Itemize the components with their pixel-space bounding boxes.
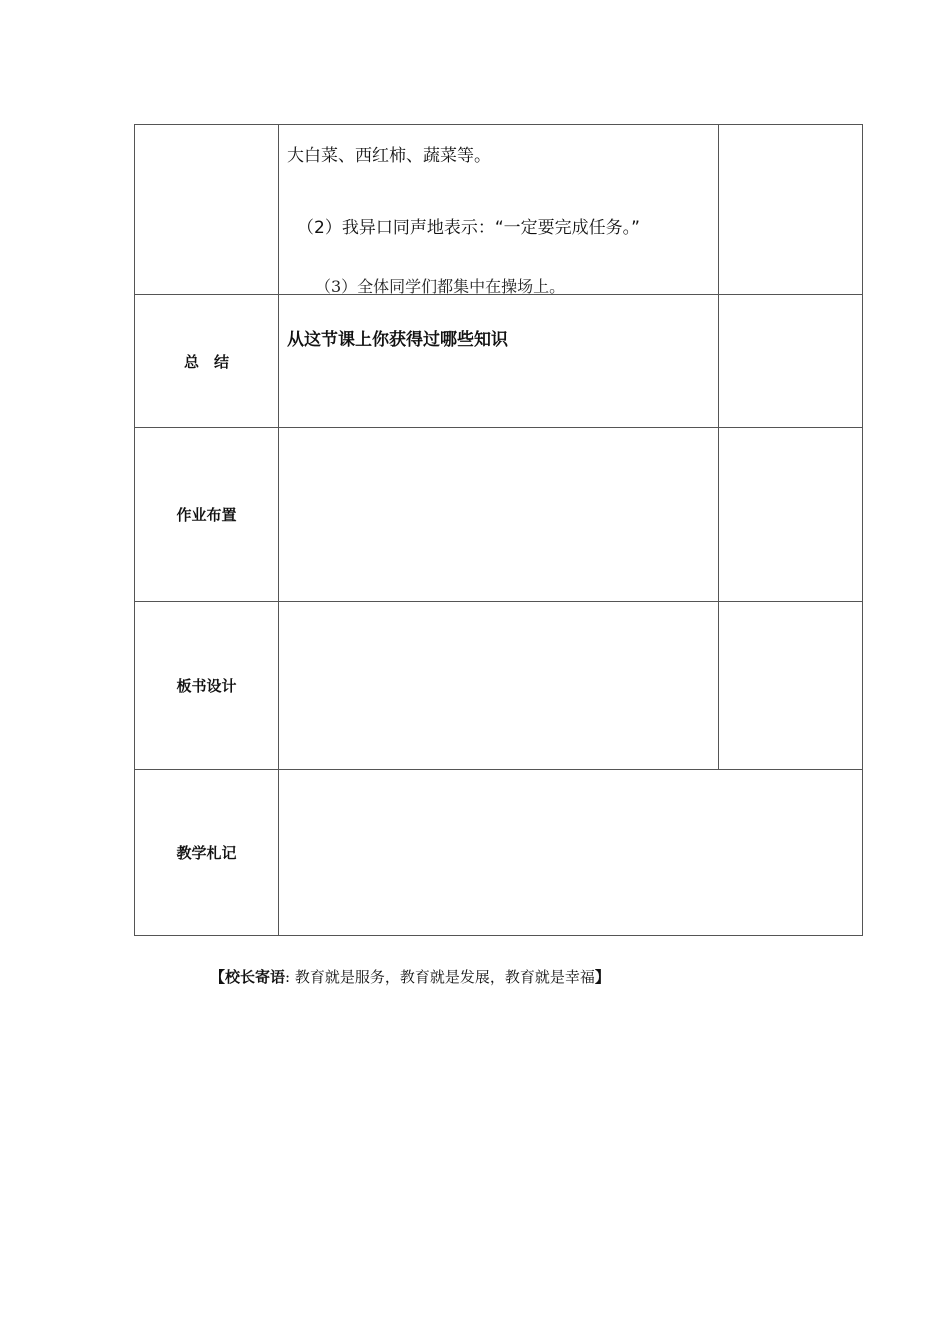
content-line-2: （2）我异口同声地表示：“一定要完成任务。” (297, 218, 640, 238)
notes-cell-board-design (719, 602, 863, 770)
motto-colon: : (285, 968, 291, 986)
row-label-activity (135, 125, 279, 295)
content-line-3: （3）全体同学们都集中在操场上。 (315, 277, 566, 296)
homework-content-cell (279, 428, 719, 602)
table-row-activity (135, 125, 863, 295)
row-label-teaching-notes: 教学札记 (135, 770, 279, 936)
teaching-notes-content-cell (279, 770, 863, 936)
notes-cell-homework (719, 428, 863, 602)
principal-motto (210, 966, 610, 987)
motto-close-bracket: 】 (594, 968, 610, 986)
row-label-summary: 总 结 (135, 295, 279, 428)
motto-text: 教育就是服务，教育就是发展，教育就是幸福 (294, 968, 595, 986)
notes-cell-activity (719, 125, 863, 295)
lesson-plan-table (134, 124, 863, 936)
table-row-summary (135, 295, 863, 428)
table-row-teaching-notes (135, 770, 863, 936)
motto-open-bracket: 【 (210, 968, 226, 986)
content-line-1: 大白菜、西红柿、蔬菜等。 (287, 146, 491, 166)
summary-content-cell (279, 295, 719, 428)
table-row-homework (135, 428, 863, 602)
row-label-board-design: 板书设计 (135, 602, 279, 770)
motto-title: 校长寄语 (225, 968, 286, 986)
notes-cell-summary (719, 295, 863, 428)
table-row-board-design (135, 602, 863, 770)
activity-content-cell (279, 125, 719, 295)
board-design-content-cell (279, 602, 719, 770)
row-label-homework: 作业布置 (135, 428, 279, 602)
summary-prompt: 从这节课上你获得过哪些知识 (287, 330, 508, 350)
